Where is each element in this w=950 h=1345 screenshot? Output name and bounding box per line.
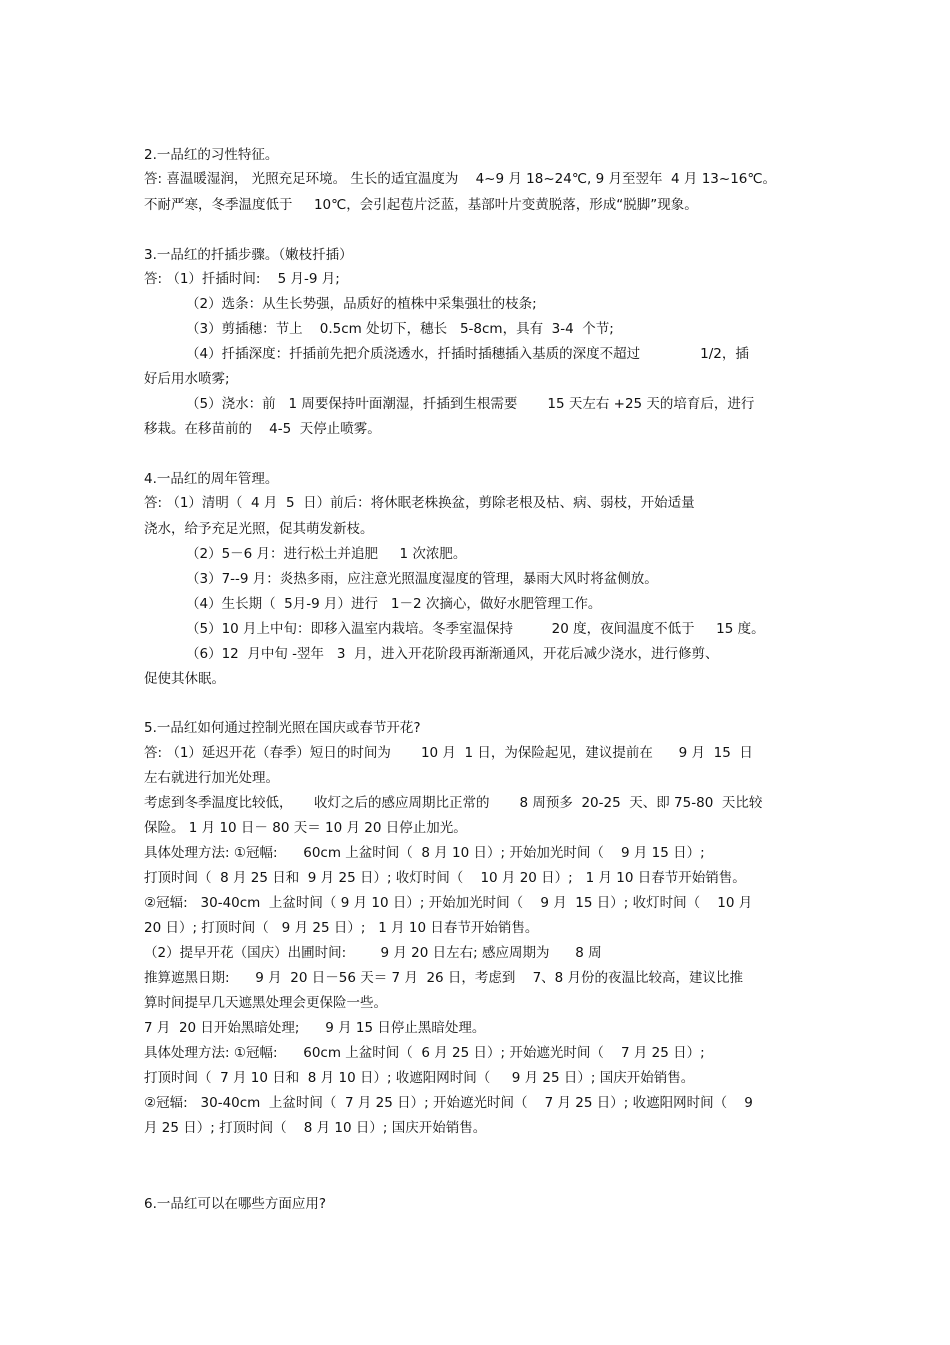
text-line: （2）提早开花（国庆）出圃时间: 9 月 20 日左右; 感应周期为 8 周 xyxy=(144,945,602,961)
text-line: 7 月 20 日开始黑暗处理; 9 月 15 日停止黑暗处理。 xyxy=(144,1020,486,1036)
section-title-2: 2.一品红的习性特征。 xyxy=(144,147,279,163)
text-line: 月 25 日）; 打顶时间（ 8 月 10 日）; 国庆开始销售。 xyxy=(144,1120,487,1136)
text-line: 保险。 1 月 10 日－ 80 天＝ 10 月 20 日停止加光。 xyxy=(144,820,467,836)
text-line: 移栽。在移苗前的 4-5 天停止喷雾。 xyxy=(144,421,381,437)
text-line: 浇水，给予充足光照，促其萌发新枝。 xyxy=(144,521,374,537)
text-line: ②冠辐: 30-40cm 上盆时间（ 9 月 10 日）; 开始加光时间（ 9 月 15 日）; 收灯时间（ 10 月 xyxy=(144,895,753,911)
text-line: （6）12 月中旬 -翌年 3 月，进入开花阶段再渐渐通风，开花后减少浇水，进行修剪、 xyxy=(186,646,719,662)
text-line: 打顶时间（ 7 月 10 日和 8 月 10 日）; 收遮阳网时间（ 9 月 25 日）; 国庆开始销售。 xyxy=(144,1070,695,1086)
text-line: 左右就进行加光处理。 xyxy=(144,770,279,786)
section-title-4: 4.一品红的周年管理。 xyxy=(144,471,279,487)
text-line: 考虑到冬季温度比较低， 收灯之后的感应周期比正常的 8 周预多 20-25 天、即 75-80 天比较 xyxy=(144,795,763,811)
text-line: 答: （1）扦插时间: 5 月-9 月; xyxy=(144,271,340,287)
text-line: （2）5－6 月：进行松土并追肥 1 次浓肥。 xyxy=(186,546,467,562)
text-line: 答: 喜温暖湿润， 光照充足环境。 生长的适宜温度为 4~9 月 18~24℃, 9 月至翌年 4 月 13~16℃。 xyxy=(144,171,777,187)
text-line: 促使其休眠。 xyxy=(144,671,225,687)
text-line: （5）浇水：前 1 周要保持叶面潮湿，扦插到生根需要 15 天左右 +25 天的培育后，进行 xyxy=(186,396,755,412)
text-line: （2）选条：从生长势强，品质好的植株中采集强壮的枝条; xyxy=(186,296,537,312)
text-line: 推算遮黑日期: 9 月 20 日－56 天＝ 7 月 26 日，考虑到 7、8 月份的夜温比较高，建议比推 xyxy=(144,970,744,986)
text-line: 打顶时间（ 8 月 25 日和 9 月 25 日）; 收灯时间（ 10 月 20 日）; 1 月 10 日春节开始销售。 xyxy=(144,870,746,886)
text-line: 好后用水喷雾; xyxy=(144,371,230,387)
text-line: 不耐严寒，冬季温度低于 10℃，会引起苞片泛蓝，基部叶片变黄脱落，形成“脱脚”现象。 xyxy=(144,197,698,213)
text-line: （4）生长期（ 5月-9 月）进行 1－2 次摘心，做好水肥管理工作。 xyxy=(186,596,602,612)
text-line: 算时间提早几天遮黑处理会更保险一些。 xyxy=(144,995,387,1011)
text-line: （5）10 月上中旬：即移入温室内栽培。冬季室温保持 20 度，夜间温度不低于 15 度。 xyxy=(186,621,765,637)
text-line: （3）7--9 月：炎热多雨，应注意光照温度湿度的管理，暴雨大风时将盆侧放。 xyxy=(186,571,658,587)
text-line: 答: （1）延迟开花（春季）短日的时间为 10 月 1 日，为保险起见，建议提前在 9 月 15 日 xyxy=(144,745,753,761)
text-line: （4）扦插深度：扦插前先把介质浇透水，扦插时插穗插入基质的深度不超过 1/2，插 xyxy=(186,346,749,362)
text-line: ②冠辐: 30-40cm 上盆时间（ 7 月 25 日）; 开始遮光时间（ 7 月 25 日）; 收遮阳网时间（ 9 xyxy=(144,1095,753,1111)
section-title-3: 3.一品红的扦插步骤。（嫩枝扦插） xyxy=(144,247,353,263)
text-line: 20 日）; 打顶时间（ 9 月 25 日）; 1 月 10 日春节开始销售。 xyxy=(144,920,539,936)
text-line: 答: （1）清明（ 4 月 5 日）前后：将休眠老株换盆，剪除老根及枯、病、弱枝，开始适量 xyxy=(144,495,695,511)
section-title-6: 6.一品红可以在哪些方面应用? xyxy=(144,1196,327,1212)
text-line: （3）剪插穗：节上 0.5cm 处切下，穗长 5-8cm，具有 3-4 个节; xyxy=(186,321,614,337)
section-title-5: 5.一品红如何通过控制光照在国庆或春节开花? xyxy=(144,720,421,736)
text-line: 具体处理方法: ①冠幅: 60cm 上盆时间（ 6 月 25 日）; 开始遮光时间（ 7 月 25 日）; xyxy=(144,1045,705,1061)
text-line: 具体处理方法: ①冠幅: 60cm 上盆时间（ 8 月 10 日）; 开始加光时间（ 9 月 15 日）; xyxy=(144,845,705,861)
